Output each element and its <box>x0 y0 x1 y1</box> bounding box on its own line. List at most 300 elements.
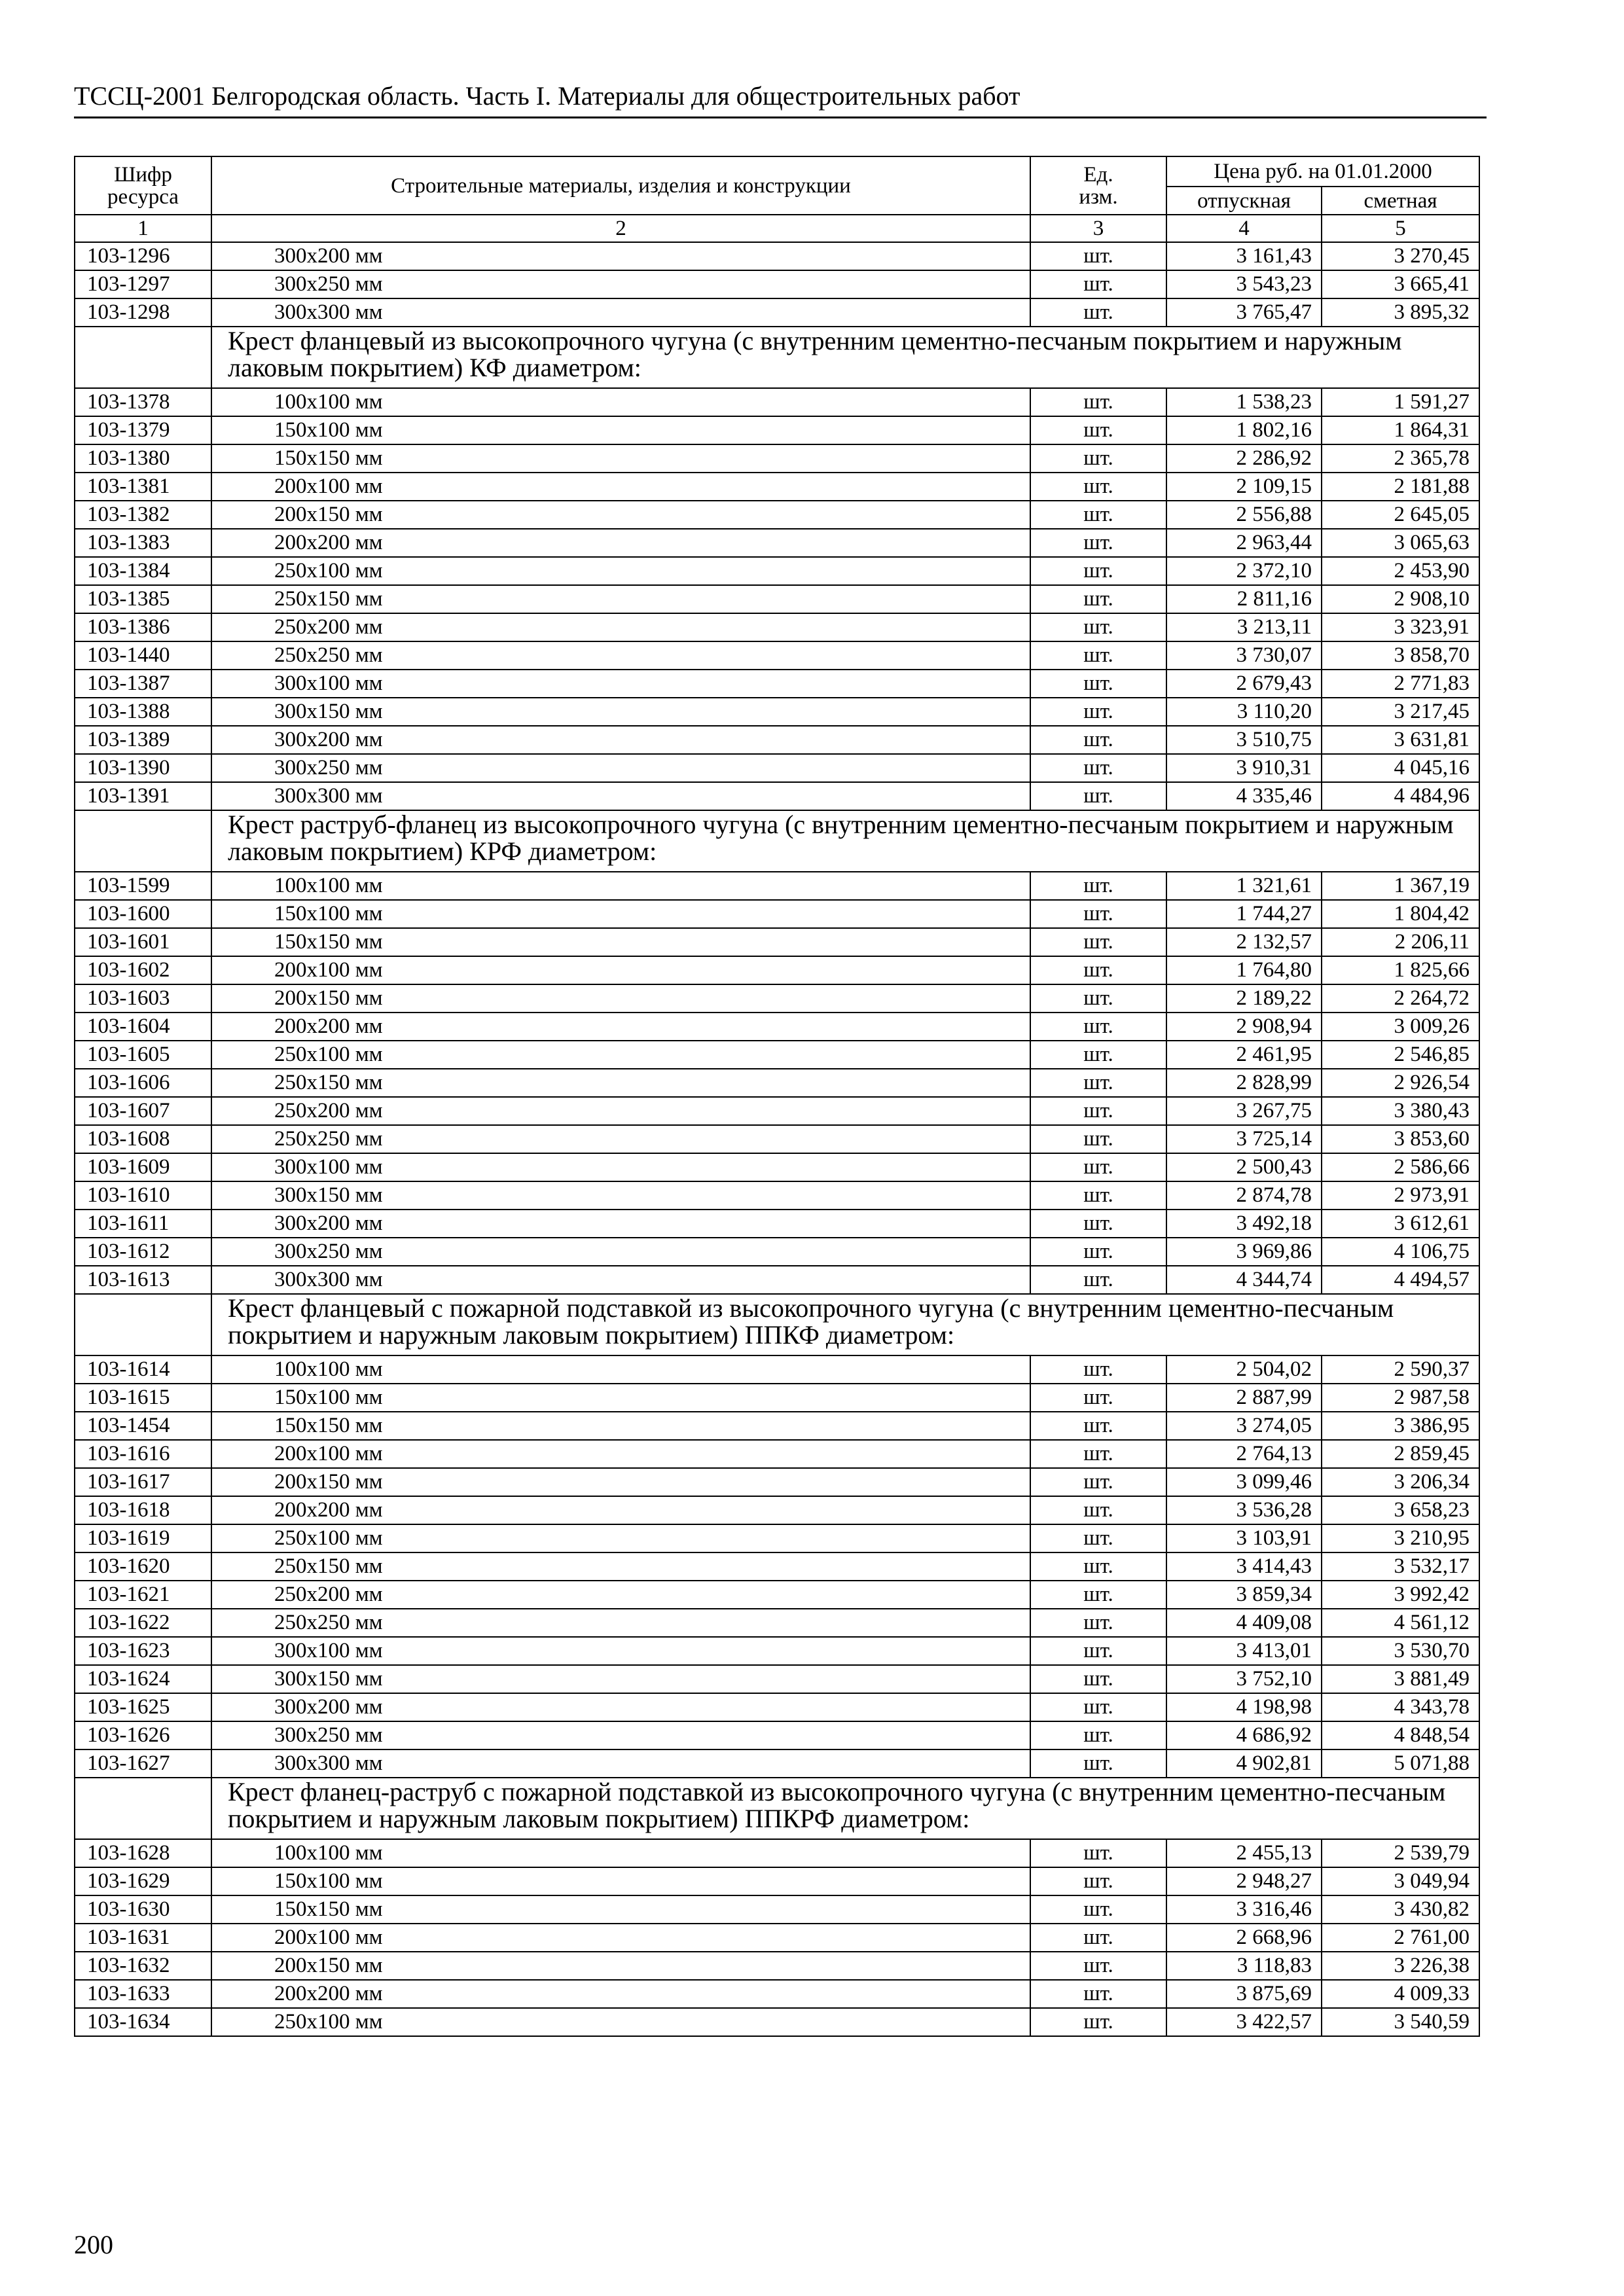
release-price-cell: 3 730,07 <box>1166 641 1322 670</box>
estimate-price-cell: 3 270,45 <box>1322 242 1479 270</box>
estimate-price-cell: 4 045,16 <box>1322 754 1479 782</box>
code-cell: 103-1297 <box>75 270 211 298</box>
estimate-price-cell: 2 181,88 <box>1322 473 1479 501</box>
estimate-price-cell: 2 973,91 <box>1322 1181 1479 1210</box>
table-row <box>75 501 1479 529</box>
estimate-price-cell: 2 539,79 <box>1322 1839 1479 1867</box>
name-cell: 200х200 мм <box>211 1980 1030 2008</box>
name-cell: 250х200 мм <box>211 1097 1030 1125</box>
table-row <box>75 872 1479 900</box>
name-cell: 200х200 мм <box>211 529 1030 557</box>
unit-cell: шт. <box>1030 444 1166 473</box>
unit-cell: шт. <box>1030 2008 1166 2036</box>
release-price-cell: 2 461,95 <box>1166 1041 1322 1069</box>
table-row <box>75 726 1479 754</box>
table-row <box>75 1041 1479 1069</box>
code-cell: 103-1625 <box>75 1693 211 1721</box>
table-row <box>75 1867 1479 1895</box>
release-price-cell: 3 213,11 <box>1166 613 1322 641</box>
code-cell: 103-1624 <box>75 1665 211 1693</box>
unit-cell: шт. <box>1030 1721 1166 1749</box>
code-cell: 103-1631 <box>75 1924 211 1952</box>
release-price-cell: 3 274,05 <box>1166 1412 1322 1440</box>
page-number: 200 <box>74 2230 113 2259</box>
column-number: 5 <box>1322 215 1479 242</box>
section-row <box>75 327 1479 388</box>
unit-cell: шт. <box>1030 473 1166 501</box>
release-price-cell: 2 455,13 <box>1166 1839 1322 1867</box>
table-row <box>75 670 1479 698</box>
unit-cell: шт. <box>1030 1210 1166 1238</box>
unit-cell: шт. <box>1030 928 1166 956</box>
estimate-price-cell: 2 859,45 <box>1322 1440 1479 1468</box>
unit-cell: шт. <box>1030 1749 1166 1778</box>
table-row <box>75 754 1479 782</box>
name-cell: 300х100 мм <box>211 1637 1030 1665</box>
name-cell: 300х200 мм <box>211 242 1030 270</box>
release-price-cell: 3 110,20 <box>1166 698 1322 726</box>
release-price-cell: 3 492,18 <box>1166 1210 1322 1238</box>
table-row <box>75 1125 1479 1153</box>
name-cell: 300х250 мм <box>211 754 1030 782</box>
code-cell: 103-1440 <box>75 641 211 670</box>
estimate-price-cell: 2 645,05 <box>1322 501 1479 529</box>
table-row <box>75 1552 1479 1581</box>
name-cell: 150х100 мм <box>211 1384 1030 1412</box>
code-cell: 103-1613 <box>75 1266 211 1294</box>
code-cell: 103-1385 <box>75 585 211 613</box>
table-row <box>75 1238 1479 1266</box>
code-cell: 103-1383 <box>75 529 211 557</box>
unit-cell: шт. <box>1030 1355 1166 1384</box>
estimate-price-cell: 3 386,95 <box>1322 1412 1479 1440</box>
estimate-price-cell: 4 848,54 <box>1322 1721 1479 1749</box>
release-price-cell: 3 725,14 <box>1166 1125 1322 1153</box>
estimate-price-cell: 3 895,32 <box>1322 298 1479 327</box>
name-cell: 250х250 мм <box>211 1125 1030 1153</box>
unit-cell: шт. <box>1030 585 1166 613</box>
table-row <box>75 1665 1479 1693</box>
column-header-name: Строительные материалы, изделия и конструкции <box>211 156 1030 215</box>
section-row <box>75 1778 1479 1839</box>
code-cell: 103-1632 <box>75 1952 211 1980</box>
table-row <box>75 900 1479 928</box>
unit-cell: шт. <box>1030 1069 1166 1097</box>
column-header-code: Шифр ресурса <box>75 156 211 215</box>
code-cell: 103-1617 <box>75 1468 211 1496</box>
table-row <box>75 270 1479 298</box>
estimate-price-cell: 2 586,66 <box>1322 1153 1479 1181</box>
release-price-cell: 2 132,57 <box>1166 928 1322 956</box>
code-cell: 103-1391 <box>75 782 211 810</box>
code-cell: 103-1612 <box>75 1238 211 1266</box>
unit-cell: шт. <box>1030 1440 1166 1468</box>
unit-cell: шт. <box>1030 782 1166 810</box>
table-row <box>75 242 1479 270</box>
table-row <box>75 1524 1479 1552</box>
table-row <box>75 1721 1479 1749</box>
release-price-cell: 3 859,34 <box>1166 1581 1322 1609</box>
name-cell: 300х300 мм <box>211 1266 1030 1294</box>
table-row <box>75 557 1479 585</box>
release-price-cell: 4 409,08 <box>1166 1609 1322 1637</box>
release-price-cell: 2 764,13 <box>1166 1440 1322 1468</box>
estimate-price-cell: 3 665,41 <box>1322 270 1479 298</box>
release-price-cell: 1 321,61 <box>1166 872 1322 900</box>
unit-cell: шт. <box>1030 1041 1166 1069</box>
release-price-cell: 1 764,80 <box>1166 956 1322 984</box>
estimate-price-cell: 2 206,11 <box>1322 928 1479 956</box>
estimate-price-cell: 3 532,17 <box>1322 1552 1479 1581</box>
release-price-cell: 2 189,22 <box>1166 984 1322 1013</box>
column-number: 3 <box>1030 215 1166 242</box>
estimate-price-cell: 3 430,82 <box>1322 1895 1479 1924</box>
name-cell: 150х150 мм <box>211 1895 1030 1924</box>
code-cell: 103-1619 <box>75 1524 211 1552</box>
name-cell: 300х300 мм <box>211 782 1030 810</box>
unit-cell: шт. <box>1030 872 1166 900</box>
release-price-cell: 3 099,46 <box>1166 1468 1322 1496</box>
name-cell: 150х150 мм <box>211 928 1030 956</box>
name-cell: 250х100 мм <box>211 1524 1030 1552</box>
name-cell: 200х150 мм <box>211 1952 1030 1980</box>
section-code-cell <box>75 810 211 872</box>
unit-cell: шт. <box>1030 670 1166 698</box>
release-price-cell: 2 811,16 <box>1166 585 1322 613</box>
table-row <box>75 928 1479 956</box>
table-row <box>75 1384 1479 1412</box>
table-row <box>75 698 1479 726</box>
release-price-cell: 3 875,69 <box>1166 1980 1322 2008</box>
name-cell: 250х100 мм <box>211 2008 1030 2036</box>
name-cell: 200х100 мм <box>211 956 1030 984</box>
code-cell: 103-1621 <box>75 1581 211 1609</box>
estimate-price-cell: 3 881,49 <box>1322 1665 1479 1693</box>
name-cell: 150х100 мм <box>211 900 1030 928</box>
release-price-cell: 3 413,01 <box>1166 1637 1322 1665</box>
table-row <box>75 416 1479 444</box>
table-row <box>75 1181 1479 1210</box>
code-cell: 103-1623 <box>75 1637 211 1665</box>
code-cell: 103-1618 <box>75 1496 211 1524</box>
price-table <box>74 156 1480 2037</box>
estimate-price-cell: 3 658,23 <box>1322 1496 1479 1524</box>
name-cell: 300х150 мм <box>211 1181 1030 1210</box>
table-row <box>75 1412 1479 1440</box>
table-row <box>75 1013 1479 1041</box>
unit-cell: шт. <box>1030 388 1166 416</box>
code-cell: 103-1454 <box>75 1412 211 1440</box>
estimate-price-cell: 3 858,70 <box>1322 641 1479 670</box>
estimate-price-cell: 4 484,96 <box>1322 782 1479 810</box>
code-cell: 103-1622 <box>75 1609 211 1637</box>
unit-cell: шт. <box>1030 1384 1166 1412</box>
code-cell: 103-1629 <box>75 1867 211 1895</box>
table-row <box>75 1097 1479 1125</box>
release-price-cell: 2 679,43 <box>1166 670 1322 698</box>
section-title: Крест фланцевый с пожарной подставкой из высокопрочного чугуна (с внутренним цементно-песчаным покрытием и наружным лаковым покрытием) ППКФ диаметром: <box>211 1294 1479 1355</box>
table-row <box>75 1581 1479 1609</box>
release-price-cell: 3 161,43 <box>1166 242 1322 270</box>
release-price-cell: 2 874,78 <box>1166 1181 1322 1210</box>
name-cell: 300х300 мм <box>211 1749 1030 1778</box>
unit-cell: шт. <box>1030 1924 1166 1952</box>
release-price-cell: 1 744,27 <box>1166 900 1322 928</box>
unit-cell: шт. <box>1030 1468 1166 1496</box>
code-cell: 103-1382 <box>75 501 211 529</box>
unit-cell: шт. <box>1030 242 1166 270</box>
release-price-cell: 3 267,75 <box>1166 1097 1322 1125</box>
table-row <box>75 641 1479 670</box>
estimate-price-cell: 4 561,12 <box>1322 1609 1479 1637</box>
table-header <box>75 156 1479 242</box>
code-cell: 103-1611 <box>75 1210 211 1238</box>
name-cell: 250х200 мм <box>211 613 1030 641</box>
column-number: 4 <box>1166 215 1322 242</box>
table-row <box>75 298 1479 327</box>
estimate-price-cell: 3 009,26 <box>1322 1013 1479 1041</box>
release-price-cell: 2 908,94 <box>1166 1013 1322 1041</box>
release-price-cell: 4 902,81 <box>1166 1749 1322 1778</box>
release-price-cell: 2 556,88 <box>1166 501 1322 529</box>
table-row <box>75 613 1479 641</box>
table-row <box>75 1266 1479 1294</box>
column-header-price-group: Цена руб. на 01.01.2000 <box>1166 156 1479 187</box>
code-cell: 103-1620 <box>75 1552 211 1581</box>
name-cell: 200х100 мм <box>211 1924 1030 1952</box>
section-title: Крест фланцевый из высокопрочного чугуна (с внутренним цементно-песчаным покрытием и наружным лаковым покрытием) КФ диаметром: <box>211 327 1479 388</box>
code-cell: 103-1626 <box>75 1721 211 1749</box>
unit-cell: шт. <box>1030 270 1166 298</box>
estimate-price-cell: 4 494,57 <box>1322 1266 1479 1294</box>
release-price-cell: 3 752,10 <box>1166 1665 1322 1693</box>
table-row <box>75 529 1479 557</box>
name-cell: 300х250 мм <box>211 270 1030 298</box>
unit-cell: шт. <box>1030 501 1166 529</box>
section-row <box>75 1294 1479 1355</box>
unit-cell: шт. <box>1030 529 1166 557</box>
unit-cell: шт. <box>1030 726 1166 754</box>
estimate-price-cell: 3 210,95 <box>1322 1524 1479 1552</box>
code-cell: 103-1628 <box>75 1839 211 1867</box>
unit-cell: шт. <box>1030 1524 1166 1552</box>
estimate-price-cell: 1 591,27 <box>1322 388 1479 416</box>
unit-cell: шт. <box>1030 1097 1166 1125</box>
name-cell: 300х200 мм <box>211 1693 1030 1721</box>
code-cell: 103-1298 <box>75 298 211 327</box>
table-row <box>75 1210 1479 1238</box>
code-cell: 103-1296 <box>75 242 211 270</box>
section-title: Крест раструб-фланец из высокопрочного чугуна (с внутренним цементно-песчаным покрытием и наружным лаковым покрытием) КРФ диаметром: <box>211 810 1479 872</box>
unit-cell: шт. <box>1030 1952 1166 1980</box>
column-header-release-price: отпускная <box>1166 187 1322 215</box>
estimate-price-cell: 3 530,70 <box>1322 1637 1479 1665</box>
release-price-cell: 2 504,02 <box>1166 1355 1322 1384</box>
table-row <box>75 1496 1479 1524</box>
code-cell: 103-1389 <box>75 726 211 754</box>
name-cell: 200х100 мм <box>211 1440 1030 1468</box>
name-cell: 200х100 мм <box>211 473 1030 501</box>
estimate-price-cell: 1 804,42 <box>1322 900 1479 928</box>
release-price-cell: 2 828,99 <box>1166 1069 1322 1097</box>
table-row <box>75 984 1479 1013</box>
table-row <box>75 1924 1479 1952</box>
unit-cell: шт. <box>1030 1665 1166 1693</box>
unit-cell: шт. <box>1030 1153 1166 1181</box>
code-cell: 103-1627 <box>75 1749 211 1778</box>
release-price-cell: 4 335,46 <box>1166 782 1322 810</box>
name-cell: 250х150 мм <box>211 1552 1030 1581</box>
estimate-price-cell: 2 926,54 <box>1322 1069 1479 1097</box>
name-cell: 300х250 мм <box>211 1238 1030 1266</box>
name-cell: 150х100 мм <box>211 1867 1030 1895</box>
name-cell: 150х150 мм <box>211 444 1030 473</box>
column-header-estimate-price: сметная <box>1322 187 1479 215</box>
unit-cell: шт. <box>1030 1980 1166 2008</box>
table-row <box>75 585 1479 613</box>
release-price-cell: 3 910,31 <box>1166 754 1322 782</box>
table-row <box>75 1693 1479 1721</box>
release-price-cell: 2 500,43 <box>1166 1153 1322 1181</box>
unit-cell: шт. <box>1030 557 1166 585</box>
estimate-price-cell: 2 771,83 <box>1322 670 1479 698</box>
estimate-price-cell: 4 009,33 <box>1322 1980 1479 2008</box>
table-row <box>75 1749 1479 1778</box>
code-cell: 103-1384 <box>75 557 211 585</box>
name-cell: 100х100 мм <box>211 1355 1030 1384</box>
unit-cell: шт. <box>1030 900 1166 928</box>
estimate-price-cell: 4 106,75 <box>1322 1238 1479 1266</box>
name-cell: 300х100 мм <box>211 1153 1030 1181</box>
release-price-cell: 4 198,98 <box>1166 1693 1322 1721</box>
release-price-cell: 2 372,10 <box>1166 557 1322 585</box>
unit-cell: шт. <box>1030 298 1166 327</box>
name-cell: 200х200 мм <box>211 1496 1030 1524</box>
name-cell: 300х250 мм <box>211 1721 1030 1749</box>
code-cell: 103-1605 <box>75 1041 211 1069</box>
code-cell: 103-1602 <box>75 956 211 984</box>
code-cell: 103-1601 <box>75 928 211 956</box>
table-row <box>75 1468 1479 1496</box>
release-price-cell: 2 887,99 <box>1166 1384 1322 1412</box>
code-cell: 103-1610 <box>75 1181 211 1210</box>
column-number: 2 <box>211 215 1030 242</box>
unit-cell: шт. <box>1030 1693 1166 1721</box>
estimate-price-cell: 3 380,43 <box>1322 1097 1479 1125</box>
name-cell: 250х150 мм <box>211 585 1030 613</box>
release-price-cell: 3 510,75 <box>1166 726 1322 754</box>
release-price-cell: 2 286,92 <box>1166 444 1322 473</box>
estimate-price-cell: 1 825,66 <box>1322 956 1479 984</box>
name-cell: 300х150 мм <box>211 1665 1030 1693</box>
name-cell: 250х150 мм <box>211 1069 1030 1097</box>
column-number: 1 <box>75 215 211 242</box>
name-cell: 150х100 мм <box>211 416 1030 444</box>
unit-cell: шт. <box>1030 1412 1166 1440</box>
release-price-cell: 2 948,27 <box>1166 1867 1322 1895</box>
estimate-price-cell: 2 453,90 <box>1322 557 1479 585</box>
unit-cell: шт. <box>1030 613 1166 641</box>
release-price-cell: 4 344,74 <box>1166 1266 1322 1294</box>
unit-cell: шт. <box>1030 416 1166 444</box>
name-cell: 200х200 мм <box>211 1013 1030 1041</box>
unit-cell: шт. <box>1030 956 1166 984</box>
code-cell: 103-1599 <box>75 872 211 900</box>
estimate-price-cell: 2 987,58 <box>1322 1384 1479 1412</box>
page-header: ТССЦ-2001 Белгородская область. Часть I. Материалы для общестроительных работ <box>74 77 1487 118</box>
name-cell: 200х150 мм <box>211 984 1030 1013</box>
estimate-price-cell: 3 540,59 <box>1322 2008 1479 2036</box>
section-code-cell <box>75 1294 211 1355</box>
release-price-cell: 3 543,23 <box>1166 270 1322 298</box>
code-cell: 103-1609 <box>75 1153 211 1181</box>
unit-cell: шт. <box>1030 1581 1166 1609</box>
code-cell: 103-1615 <box>75 1384 211 1412</box>
table-row <box>75 1069 1479 1097</box>
section-code-cell <box>75 327 211 388</box>
code-cell: 103-1634 <box>75 2008 211 2036</box>
estimate-price-cell: 2 546,85 <box>1322 1041 1479 1069</box>
column-header-unit: Ед. изм. <box>1030 156 1166 215</box>
release-price-cell: 3 316,46 <box>1166 1895 1322 1924</box>
unit-cell: шт. <box>1030 1238 1166 1266</box>
estimate-price-cell: 2 264,72 <box>1322 984 1479 1013</box>
unit-cell: шт. <box>1030 1181 1166 1210</box>
release-price-cell: 3 536,28 <box>1166 1496 1322 1524</box>
estimate-price-cell: 3 323,91 <box>1322 613 1479 641</box>
unit-cell: шт. <box>1030 1839 1166 1867</box>
code-cell: 103-1379 <box>75 416 211 444</box>
section-row <box>75 810 1479 872</box>
name-cell: 300х100 мм <box>211 670 1030 698</box>
name-cell: 250х200 мм <box>211 1581 1030 1609</box>
table-row <box>75 2008 1479 2036</box>
unit-cell: шт. <box>1030 1867 1166 1895</box>
code-cell: 103-1603 <box>75 984 211 1013</box>
table-row <box>75 1637 1479 1665</box>
estimate-price-cell: 3 206,34 <box>1322 1468 1479 1496</box>
unit-cell: шт. <box>1030 984 1166 1013</box>
table-row <box>75 388 1479 416</box>
table-body <box>75 242 1479 2036</box>
code-cell: 103-1380 <box>75 444 211 473</box>
release-price-cell: 3 414,43 <box>1166 1552 1322 1581</box>
estimate-price-cell: 3 049,94 <box>1322 1867 1479 1895</box>
code-cell: 103-1608 <box>75 1125 211 1153</box>
release-price-cell: 1 538,23 <box>1166 388 1322 416</box>
release-price-cell: 3 765,47 <box>1166 298 1322 327</box>
code-cell: 103-1386 <box>75 613 211 641</box>
section-code-cell <box>75 1778 211 1839</box>
code-cell: 103-1616 <box>75 1440 211 1468</box>
name-cell: 250х250 мм <box>211 1609 1030 1637</box>
code-cell: 103-1630 <box>75 1895 211 1924</box>
estimate-price-cell: 2 590,37 <box>1322 1355 1479 1384</box>
table-row <box>75 1895 1479 1924</box>
unit-cell: шт. <box>1030 1637 1166 1665</box>
code-cell: 103-1633 <box>75 1980 211 2008</box>
code-cell: 103-1607 <box>75 1097 211 1125</box>
name-cell: 200х150 мм <box>211 501 1030 529</box>
table-row <box>75 1355 1479 1384</box>
code-cell: 103-1387 <box>75 670 211 698</box>
estimate-price-cell: 5 071,88 <box>1322 1749 1479 1778</box>
unit-cell: шт. <box>1030 1609 1166 1637</box>
estimate-price-cell: 1 367,19 <box>1322 872 1479 900</box>
name-cell: 250х100 мм <box>211 557 1030 585</box>
table-row <box>75 782 1479 810</box>
table-row <box>75 1980 1479 2008</box>
